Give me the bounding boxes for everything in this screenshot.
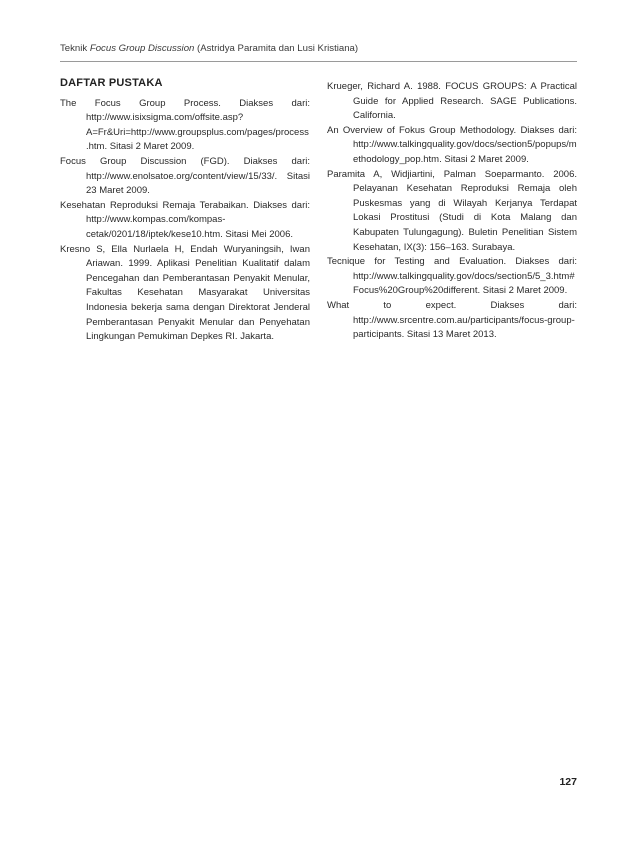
- running-head-authors: (Astridya Paramita dan Lusi Kristiana): [194, 43, 359, 54]
- references-column-left: [60, 76, 310, 345]
- running-head: [60, 43, 580, 54]
- running-head-title: Focus Group Discussion: [89, 43, 195, 54]
- page-number: 127: [559, 776, 577, 788]
- reference-entry: Paramita A, Widjiartini, Palman Soeparmanto. 2006. Pelayanan Kesehatan Reproduksi Remaja oleh Puskesmas yang di Wilayah Kerjanya Terdapat Lokasi Prostitusi (Studi di Kota Malang dan Kabupaten Tulungagung). Buletin Penelitian Sistem Kesehatan, IX(3): 156–163. Surabaya.: [327, 168, 577, 253]
- header-rule: [60, 61, 577, 62]
- reference-entry: Tecnique for Testing and Evaluation. Diakses dari: http://www.talkingquality.gov/docs/section5/5_3.htm#Focus%20Group%20different. Sitasi 2 Maret 2009.: [327, 256, 577, 297]
- reference-entry: Kresno S, Ella Nurlaela H, Endah Wuryaningsih, Iwan Ariawan. 1999. Aplikasi Penelitian Kualitatif dalam Pencegahan dan Pemberantasan Penyakit Menular, Fakultas Kesehatan Masyarakat Universitas Indonesia bekerja sama dengan Direktorat Jenderal Pemberantasan Penyakit Menular dan Penyehatan Lingkungan Pemukiman Depkes RI. Jakarta.: [60, 243, 310, 343]
- reference-entry: Kesehatan Reproduksi Remaja Terabaikan. Diakses dari: http://www.kompas.com/kompas-cetak/0201/18/iptek/kese10.htm. Sitasi Mei 2006.: [60, 199, 310, 240]
- running-head-prefix: Teknik: [60, 43, 90, 54]
- reference-entry: Krueger, Richard A. 1988. FOCUS GROUPS: A Practical Guide for Applied Research. SAGE Publications. California.: [327, 81, 577, 122]
- reference-entry: Focus Group Discussion (FGD). Diakses dari: http://www.enolsatoe.org/content/view/15/33/. Sitasi 23 Maret 2009.: [60, 155, 310, 197]
- reference-entry: The Focus Group Process. Diakses dari: http://www.isixsigma.com/offsite.asp?A=Fr&Uri=http://www.groupsplus.com/pages/process.htm. Sitasi 2 Maret 2009.: [60, 97, 310, 153]
- references-column-right: [327, 80, 577, 343]
- section-heading: DAFTAR PUSTAKA: [60, 77, 163, 89]
- reference-entry: An Overview of Fokus Group Methodology. Diakses dari: http://www.talkingquality.gov/docs/section5/popups/methodology_pop.htm. Sitasi 2 Maret 2009.: [327, 124, 577, 165]
- reference-entry: What to expect. Diakses dari: http://www.srcentre.com.au/participants/focus-group-participants. Sitasi 13 Maret 2013.: [327, 299, 577, 341]
